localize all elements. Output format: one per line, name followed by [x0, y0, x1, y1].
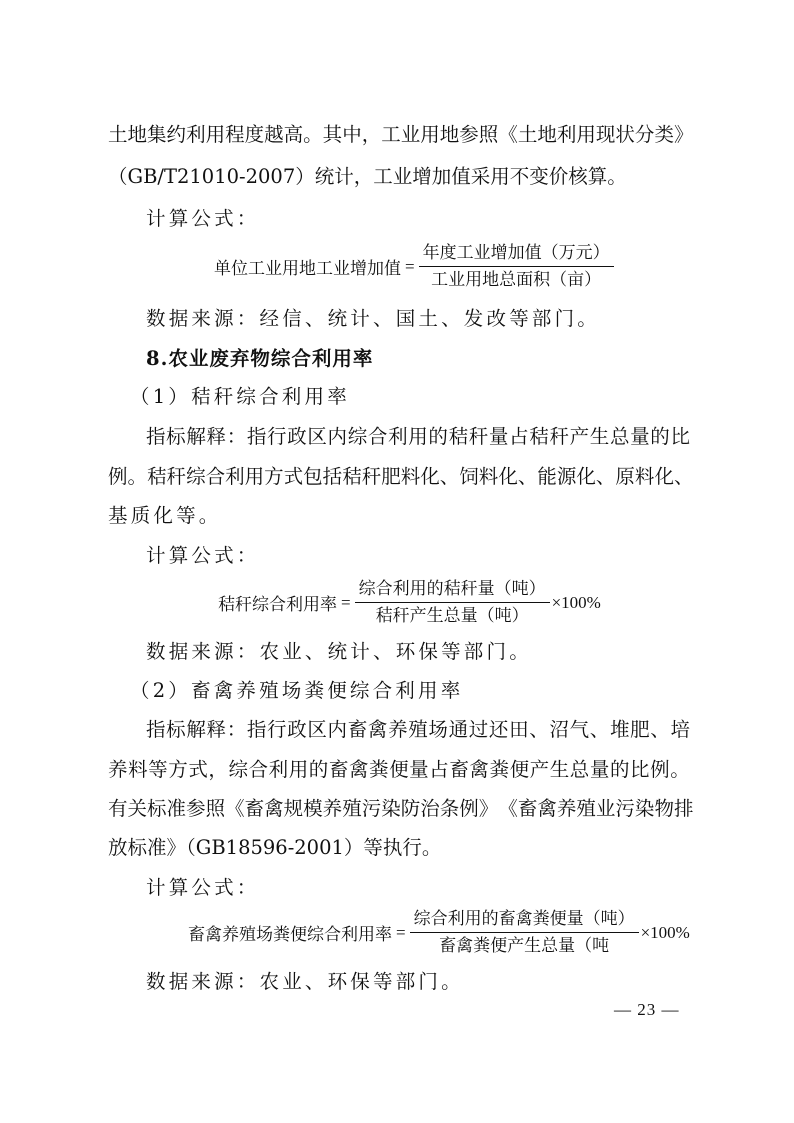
data-source: 数据来源：农业、环保等部门。: [146, 970, 464, 993]
section-heading: 8.农业废弃物综合利用率: [146, 347, 374, 370]
formula-fraction: [419, 242, 614, 291]
formula-equals: =: [341, 592, 351, 612]
paragraph-line: （GB/T21010-2007）统计，工业增加值采用不变价核算。: [108, 165, 627, 188]
paragraph-line: 养 料 等 方 式 ， 综 合 利 用 的 畜 禽 粪 便 量 占 畜 禽 粪 便 产 生 总 量 的 比 例 。: [108, 758, 690, 781]
paragraph-line: 指 标 解 释 ： 指 行 政 区 内 畜 禽 养 殖 场 通 过 还 田 、 沼 气 、 堆 肥 、 培: [146, 718, 690, 741]
subsection-heading: （2）畜禽养殖场粪便综合利用率: [130, 679, 464, 702]
formula-denominator: 秸秆产生总量（吨）: [375, 606, 529, 625]
formula-denominator: 工业用地总面积（亩）: [431, 270, 602, 289]
formula-lhs: 畜禽养殖场粪便综合利用率: [188, 925, 392, 944]
formula-fraction: [410, 908, 639, 957]
page-number: — 23 —: [614, 1000, 680, 1019]
paragraph-line: 基质化等。: [108, 504, 222, 527]
data-source: 数据来源：农业、统计、环保等部门。: [146, 640, 532, 663]
formula-label: 计算公式：: [146, 544, 260, 567]
formula-equals: =: [396, 922, 406, 942]
formula-manure-utilization: [188, 908, 690, 957]
formula-lhs: 单位工业用地工业增加值: [214, 259, 401, 278]
formula-fraction: [355, 578, 550, 627]
formula-multiplier: ×100%: [640, 922, 690, 942]
formula-numerator: 年度工业增加值（万元）: [419, 242, 614, 267]
formula-multiplier: ×100%: [551, 592, 601, 612]
formula-label: 计算公式：: [146, 876, 260, 899]
formula-numerator: 综合利用的秸秆量（吨）: [355, 578, 550, 603]
formula-industrial-value: [214, 242, 614, 291]
data-source: 数据来源：经信、统计、国土、发改等部门。: [146, 307, 601, 330]
formula-straw-utilization: [218, 578, 601, 627]
formula-equals: =: [405, 256, 415, 276]
paragraph-line: 有 关 标 准 参 照 《 畜 禽 规 模 养 殖 污 染 防 治 条 例 》 《 畜 禽 养 殖 业 污 染 物 排: [108, 797, 694, 820]
paragraph-line: 土 地 集 约 利 用 程 度 越 高 。 其 中 ， 工 业 用 地 参 照 《 土 地 利 用 现 状 分 类 》: [108, 123, 694, 146]
formula-numerator: 综合利用的畜禽粪便量（吨）: [410, 908, 639, 933]
formula-label: 计算公式：: [146, 207, 260, 230]
paragraph-line: 指 标 解 释 ： 指 行 政 区 内 综 合 利 用 的 秸 秆 量 占 秸 秆 产 生 总 量 的 比: [146, 425, 690, 448]
paragraph-line: 放标准》（GB18596-2001）等执行。: [108, 836, 442, 859]
subsection-heading: （1）秸秆综合利用率: [130, 385, 350, 408]
formula-denominator: 畜禽粪便产生总量（吨: [439, 936, 610, 955]
paragraph-line: 例 。 秸 秆 综 合 利 用 方 式 包 括 秸 秆 肥 料 化 、 饲 料 化 、 能 源 化 、 原 料 化 、: [108, 465, 694, 488]
formula-lhs: 秸秆综合利用率: [218, 595, 337, 614]
